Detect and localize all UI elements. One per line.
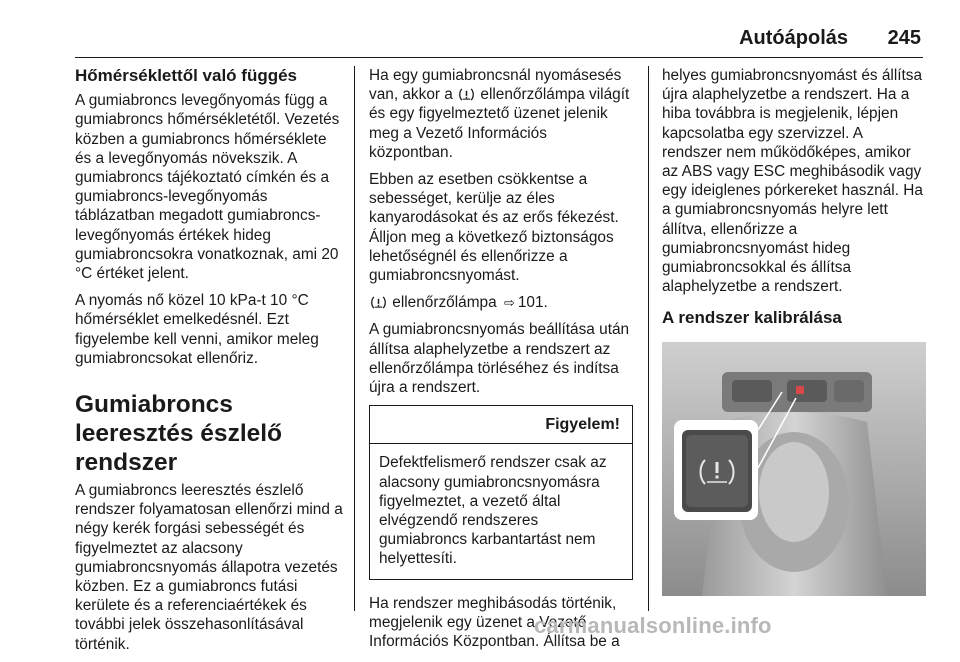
- column-divider-1: [354, 66, 355, 611]
- column-1: [75, 66, 347, 662]
- watermark: carmanualsonline.info: [534, 613, 772, 638]
- column-3: [662, 66, 926, 601]
- calibration-heading: A rendszer kalibrálása: [662, 308, 842, 328]
- paragraph: helyes gumiabroncsnyomást és állítsa újra alaphelyzetbe a rendszert. Ha a hiba továbbra is megjelenik, lépjen kapcsolatba egy szervizzel. A rendszer nem működőképes, amikor az ABS vagy ESC meghibásodik vagy egy ideiglenes pórkereket használ. Ha a gumiabroncsnyomás helyre lett állítva, ellenőrizze a gumiabroncsnyomást hideg gumiabroncsokkal és állítsa alaphelyzetbe a rendszert.: [662, 67, 923, 296]
- section-title: Gumiabroncs leeresztés észlelő rendszer: [75, 391, 283, 477]
- paragraph: [369, 293, 633, 312]
- paragraph: A nyomás nő közel 10 kPa-t 10 °C hőmérséklet emelkedésnél. Ezt figyelembe kell venni, amikor meleg gumiabroncsokat ellenőriz.: [75, 292, 319, 367]
- page-header: [0, 0, 960, 56]
- header-divider: [75, 57, 923, 58]
- reference-arrow-icon: ⇨: [503, 295, 515, 311]
- column-divider-2: [648, 66, 649, 611]
- paragraph: A gumiabroncs levegőnyomás függ a gumiabroncs hőmérsékletétől. Vezetés közben a gumiabroncs hőmérséklete és a levegőnyomás növekszik. A gumiabroncs tájékoztató címkén és a gumiabroncs-levegőnyomás táblázatban megadott gumiabroncs-levegőnyomás értékek hideg gumiabroncsokra vonatkoznak, ami 20 °C értéket jelent.: [75, 92, 340, 283]
- page-number: 245: [887, 27, 921, 49]
- text-span: Ha egy gumiabroncsnál nyomásesés van, akkor a: [369, 67, 622, 104]
- chapter-title: Autóápolás: [739, 27, 848, 49]
- temperature-dependence-heading: Hőmérséklettől való függés: [75, 66, 298, 85]
- paragraph: Ha rendszer meghibásodás történik, megjelenik egy üzenet a Vezető Információs Központban. Állítsa be a: [369, 594, 620, 651]
- notice-body: Defektfelismerő rendszer csak az alacsony gumiabroncsnyomásra figyelmeztet, a vezető által elvégzendő rendszeres gumiabroncs karbantartást nem helyettesíti.: [379, 454, 607, 568]
- text-span: ellenőrzőlámpa világít és egy figyelmeztető üzenet jelenik meg a Vezető Információs központban.: [369, 86, 630, 161]
- tire-pressure-warning-icon: [371, 296, 386, 309]
- column-2: [369, 66, 633, 659]
- text-span: ellenőrzőlámpa: [392, 294, 497, 312]
- paragraph: A gumiabroncsnyomás beállítása után állítsa alaphelyzetbe a rendszert az ellenőrzőlámpa törléséhez és indítsa újra a rendszert.: [369, 321, 630, 397]
- notice-title: Figyelem!: [370, 406, 632, 444]
- paragraph: Ebben az esetben csökkentse a sebességet, kerülje az éles kanyarodásokat és az erős fékezést. Álljon meg a következő biztonságos lehetőségnél és ellenőrizze a gumiabroncsnyomást.: [369, 171, 619, 285]
- tire-pressure-warning-icon: [459, 88, 474, 101]
- paragraph: A gumiabroncs leeresztés észlelő rendszer folyamatosan ellenőrzi mind a négy kerék forgási sebességét és figyelmeztet az alacsony gumiabroncsnyomás állapotra vezetés közben. Ez a gumiabroncs futási kerülete és a referenciaértékek és további jelek összehasonlításával történik.: [75, 482, 343, 653]
- paragraph: [369, 66, 633, 162]
- center-console-illustration: [662, 342, 926, 596]
- notice-box: [369, 405, 633, 579]
- page-reference[interactable]: 101.: [517, 294, 548, 312]
